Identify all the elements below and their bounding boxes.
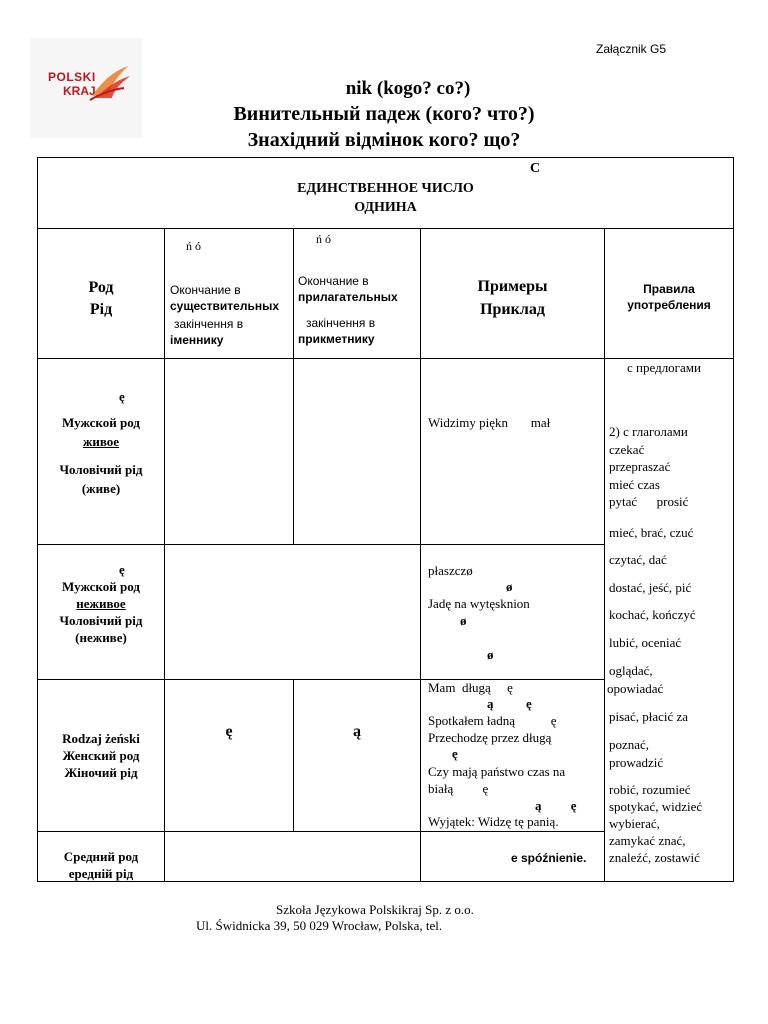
masc-animate-ru-sub: живое <box>82 434 120 449</box>
masc-animate-mark: ę <box>119 389 125 404</box>
rule-item: znaleźć, zostawić <box>609 850 700 865</box>
rule-item: czekać <box>609 442 645 457</box>
column-header-rod-ru: Род <box>88 279 114 296</box>
feminine-example-6: Czy mają państwo czas na <box>428 764 566 779</box>
rule-item: spotykać, widzieć <box>609 799 703 814</box>
noun-header-uk-bold: іменнику <box>170 333 224 347</box>
rule-item: 2) с глаголами <box>609 424 688 439</box>
noun-header-ru-bold: существительных <box>170 299 280 313</box>
masc-animate-ru: Мужской род <box>62 415 140 430</box>
masc-inanimate-example-2: ø <box>506 579 513 594</box>
rule-item: wybierać, <box>609 816 660 831</box>
title-ukrainian: Знахідний відмінок кого? що? <box>247 129 521 151</box>
masc-inanimate-ru-sub: неживое <box>76 596 126 611</box>
rule-item: mieć czas <box>609 477 660 492</box>
column-header-rod-uk: Рід <box>89 301 113 318</box>
noun-header-uk: закінчення в <box>174 317 244 331</box>
footer-address: Ul. Świdnicka 39, 50 029 Wrocław, Polska, tel. <box>196 918 443 933</box>
title-russian: Винительный падеж (кого? что?) <box>233 103 535 125</box>
feminine-example-5: ę <box>452 746 458 761</box>
neuter-ru: Средний род <box>63 849 139 864</box>
singular-uk-heading: ОДНИНА <box>354 200 417 215</box>
rule-item: prowadzić <box>609 755 664 770</box>
rule-item: dostać, jeść, pić <box>609 580 692 595</box>
header-mark: С <box>530 161 541 176</box>
neuter-example: e spóźnienie. <box>511 851 587 865</box>
adj-header-uk: закінчення в <box>306 316 376 330</box>
feminine-ru: Женский род <box>62 748 140 763</box>
column-header-rules-2: употребления <box>627 298 711 312</box>
adj-header-ru-bold: прилагательных <box>298 290 398 304</box>
noun-header-marks: ń ó <box>186 239 201 253</box>
feminine-example-2: ą ę <box>487 696 532 711</box>
masc-inanimate-example-5: ø <box>487 647 494 662</box>
adj-header-ru: Окончание в <box>298 274 369 288</box>
noun-header-ru: Окончание в <box>170 283 241 297</box>
rule-item: przepraszać <box>609 459 671 474</box>
feminine-uk: Жіночий рід <box>64 765 138 780</box>
logo-text-polski: POLSKI <box>48 70 96 84</box>
annex-label: Załącznik G5 <box>596 42 667 56</box>
rule-item: mieć, brać, czuć <box>609 525 694 540</box>
masc-animate-uk: Чоловічий рід <box>59 462 143 477</box>
adj-header-marks: ń ó <box>316 232 331 246</box>
rule-item: robić, rozumieć <box>609 782 691 797</box>
masc-inanimate-example-1: płaszczø <box>428 563 473 578</box>
footer-company: Szkoła Językowa Polskikraj Sp. z o.o. <box>276 902 474 917</box>
feminine-noun-ending: ę <box>225 723 233 740</box>
rule-item: poznać, <box>609 737 650 752</box>
adj-header-uk-bold: прикметнику <box>298 332 375 346</box>
rule-item: oglądać, <box>609 663 653 678</box>
rule-item: czytać, dać <box>609 552 667 567</box>
masc-inanimate-ru: Мужской род <box>62 579 140 594</box>
feminine-example-3: Spotkałem ładną ę <box>428 713 557 728</box>
title-polish: nik (kogo? co?) <box>345 78 471 99</box>
column-header-examples-uk: Приклад <box>480 301 545 318</box>
column-header-examples-ru: Примеры <box>477 278 548 295</box>
masc-animate-example: Widzimy piękn mał <box>428 415 551 430</box>
logo-text-kraj: KRAJ <box>63 84 96 98</box>
feminine-example-7: białą ę <box>428 781 489 796</box>
rule-item: pisać, płacić za <box>609 709 689 724</box>
singular-ru-heading: ЕДИНСТВЕННОЕ ЧИСЛО <box>297 181 474 196</box>
feminine-example-9: Wyjątek: Widzę tę panią. <box>428 814 559 829</box>
feminine-example-1: Mam długą ę <box>428 680 513 695</box>
masc-animate-uk-sub: (живе) <box>81 481 121 496</box>
column-header-rules-1: Правила <box>643 282 695 296</box>
neuter-uk: ередній рід <box>68 866 134 881</box>
feminine-example-8: ą ę <box>535 798 577 813</box>
masc-inanimate-mark: ę <box>119 562 125 577</box>
rule-item: opowiadać <box>607 681 664 696</box>
masc-inanimate-example-3: Jadę na wytęsknion <box>428 596 530 611</box>
rule-item: lubić, oceniać <box>609 635 682 650</box>
masc-inanimate-uk-sub: (неживе) <box>75 630 127 645</box>
feminine-example-4: Przechodzę przez długą <box>428 730 552 745</box>
feminine-pl: Rodzaj żeński <box>62 731 140 746</box>
rule-item: pytać prosić <box>609 494 689 509</box>
feminine-adj-ending: ą <box>353 723 361 740</box>
rule-item: kochać, kończyć <box>609 607 696 622</box>
masc-inanimate-uk: Чоловічий рід <box>59 613 143 628</box>
rule-item: zamykać znać, <box>609 833 686 848</box>
masc-inanimate-example-4: ø <box>460 613 467 628</box>
rule-item: с предлогами <box>627 360 701 375</box>
